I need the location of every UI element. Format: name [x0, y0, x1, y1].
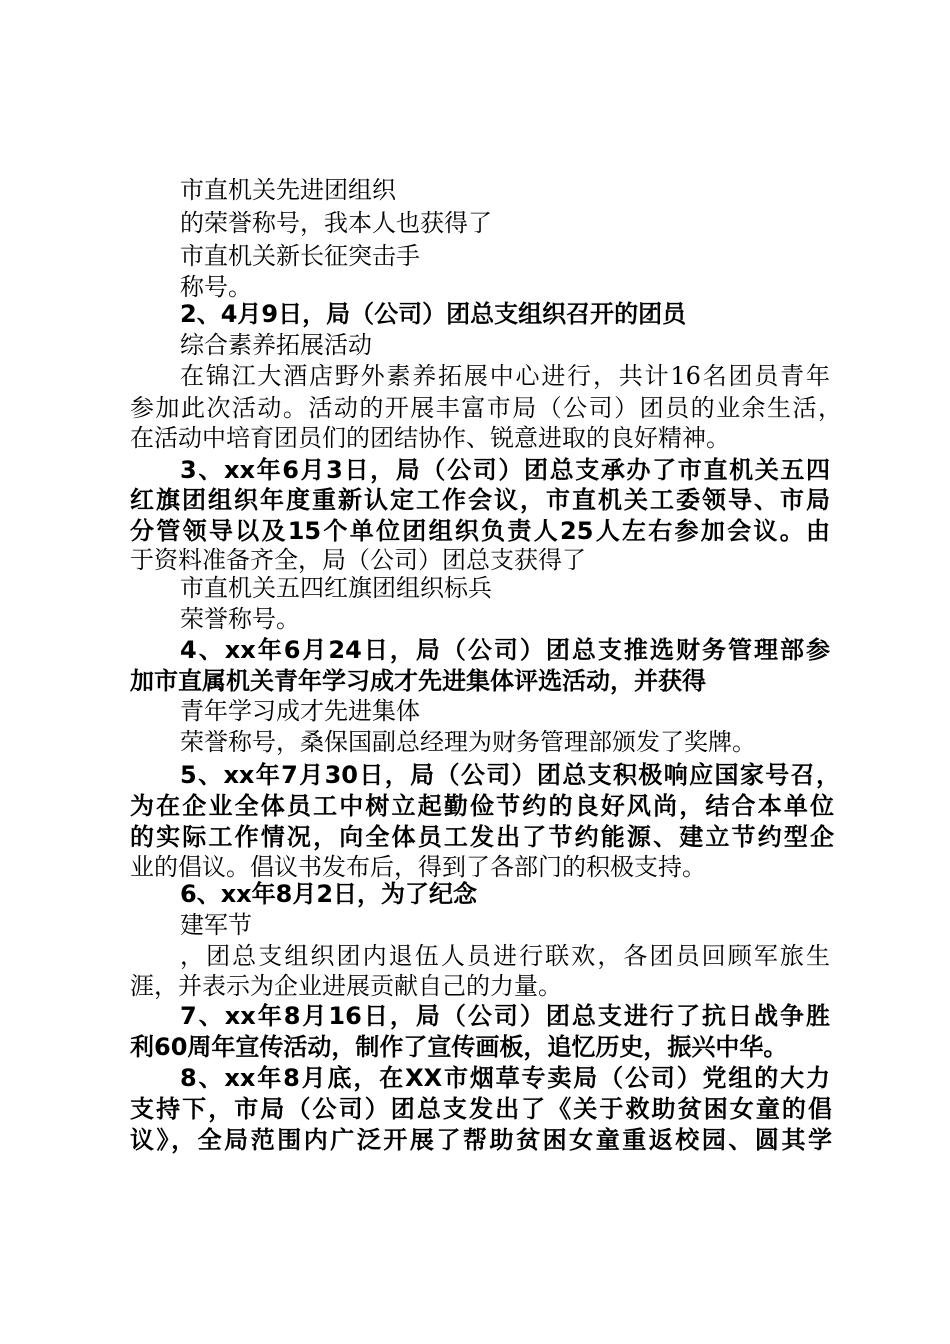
text-line: 8、xx年8月底，在XX市烟草专卖局（公司）党组的大力	[180, 1064, 830, 1092]
text-line: 在活动中培育团员们的团结协作、锐意进取的良好精神。	[130, 424, 730, 452]
text-line: 7、xx年8月16日，局（公司）团总支进行了抗日战争胜	[180, 1002, 830, 1030]
text-line: 加市直属机关青年学习成才先进集体评选活动，并获得	[130, 667, 706, 695]
text-line: 涯，并表示为企业进展贡献自己的力量。	[130, 972, 562, 1000]
text-line: 市直机关新长征突击手	[180, 242, 420, 270]
text-line: 分管领导以及15个单位团组织负责人25人左右参加会议。由	[130, 517, 830, 545]
text-line: 的荣誉称号，我本人也获得了	[180, 209, 492, 237]
text-line: 支持下，市局（公司）团总支发出了《关于救助贫困女童的倡	[130, 1095, 832, 1123]
text-line: 综合素养拓展活动	[180, 331, 372, 359]
text-line: 的实际工作情况，向全体员工发出了节约能源、建立节约型企	[130, 823, 834, 851]
text-line: ，团总支组织团内退伍人员进行联欢，各团员回顾军旅生	[180, 942, 830, 970]
text-line: 荣誉称号，桑保国副总经理为财务管理部颁发了奖牌。	[180, 728, 756, 756]
text-line: 荣誉称号。	[180, 605, 300, 633]
text-line: 5、xx年7月30日，局（公司）团总支积极响应国家号召，	[180, 761, 840, 789]
text-line: 议》，全局范围内广泛开展了帮助贫困女童重返校园、圆其学	[130, 1126, 832, 1154]
text-line: 6、xx年8月2日，为了纪念	[180, 880, 478, 908]
text-line: 于资料准备齐全，局（公司）团总支获得了	[130, 546, 586, 574]
text-line: 红旗团组织年度重新认定工作会议，市直机关工委领导、市局	[130, 486, 830, 514]
text-line: 青年学习成才先进集体	[180, 697, 420, 725]
text-line: 市直机关先进团组织	[180, 176, 396, 204]
text-line: 参加此次活动。活动的开展丰富市局（公司）团员的业余生活，	[130, 394, 842, 422]
text-line: 在锦江大酒店野外素养拓展中心进行，共计16名团员青年	[180, 362, 830, 390]
text-line: 利60周年宣传活动，制作了宣传画板，追忆历史，振兴中华。	[130, 1033, 788, 1061]
text-line: 为在企业全体员工中树立起勤俭节约的良好风尚，结合本单位	[130, 792, 834, 820]
text-line: 称号。	[180, 273, 252, 301]
text-line: 3、xx年6月3日，局（公司）团总支承办了市直机关五四	[180, 456, 830, 484]
text-line: 4、xx年6月24日，局（公司）团总支推选财务管理部参	[180, 636, 830, 664]
text-line: 2、4月9日，局（公司）团总支组织召开的团员	[180, 300, 687, 328]
text-line: 业的倡议。倡议书发布后，得到了各部门的积极支持。	[130, 853, 706, 881]
text-line: 建军节	[180, 911, 252, 939]
text-line: 市直机关五四红旗团组织标兵	[180, 574, 492, 602]
